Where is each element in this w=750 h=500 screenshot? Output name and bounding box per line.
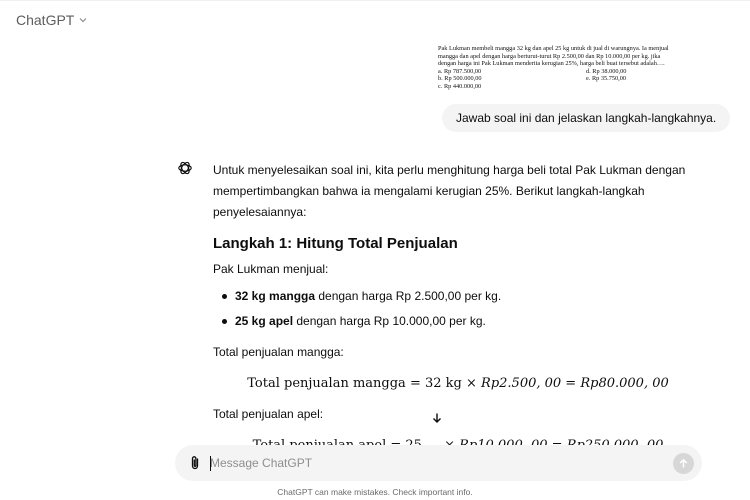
apple-total-label: Total penjualan apel: bbox=[213, 407, 324, 421]
model-selector[interactable] bbox=[16, 12, 88, 28]
chevron-down-icon bbox=[78, 15, 88, 25]
user-message-text: Jawab soal ini dan jelaskan langkah-langkahnya. bbox=[456, 111, 717, 125]
assistant-intro: Untuk menyelesaikan soal ini, kita perlu menghitung harga beli total Pak Lukman dengan mempertimbangkan bahwa ia mengalami kerugian 25%. Berikut langkah-langkah penyelesaiannya: bbox=[213, 163, 686, 219]
list-item bbox=[213, 311, 703, 332]
item-bold: 25 kg apel bbox=[235, 314, 294, 328]
send-button[interactable] bbox=[673, 453, 694, 474]
openai-logo-icon bbox=[177, 160, 193, 176]
message-input[interactable] bbox=[210, 452, 650, 474]
problem-line: dengan harga ini Pak Lukman menderita kerugian 25%, harga beli buat tersebut adalah…. bbox=[438, 60, 665, 68]
attached-problem-image[interactable] bbox=[438, 45, 703, 103]
option-a: a. Rp 787.500,00 bbox=[438, 67, 482, 75]
option-c: c. Rp 440.000,00 bbox=[438, 82, 482, 90]
item-rest: dengan harga Rp 10.000,00 per kg. bbox=[293, 314, 486, 328]
mango-formula: Total penjualan mangga = 32 kg × Rp2.500, 00 = Rp80.000, 00 bbox=[247, 376, 669, 391]
app-title: ChatGPT bbox=[16, 12, 75, 28]
problem-line: mangga dan apel dengan harga berturut-turut Rp 2.500,00 dan Rp 10.000,00 per kg. jika bbox=[438, 52, 661, 60]
option-d: d. Rp 38.000,00 bbox=[586, 67, 627, 75]
formula-lhs: Total penjualan mangga bbox=[247, 376, 406, 391]
formula-result: Rp80.000, 00 bbox=[580, 376, 669, 391]
text-cursor bbox=[210, 456, 211, 471]
formula-price: Rp2.500, 00 bbox=[481, 376, 562, 391]
step1-heading: Langkah 1: Hitung Total Penjualan bbox=[213, 235, 458, 252]
item-bold: 32 kg mangga bbox=[235, 289, 316, 303]
sells-label: Pak Lukman menjual: bbox=[213, 262, 329, 276]
footer-disclaimer: ChatGPT can make mistakes. Check important info. bbox=[277, 487, 473, 497]
option-e: e. Rp 35.750,00 bbox=[586, 75, 627, 83]
answer-options bbox=[438, 68, 703, 91]
scroll-to-bottom-button[interactable] bbox=[430, 411, 444, 425]
top-divider bbox=[0, 0, 750, 1]
arrow-down-icon bbox=[431, 412, 443, 424]
arrow-up-icon bbox=[678, 458, 689, 469]
problem-line: Pak Lukman membeli mangga 32 kg dan apel 25 kg untuk di jual di warungnya. Ia menjual bbox=[438, 45, 669, 52]
assistant-message bbox=[213, 160, 703, 466]
option-b: b. Rp 500.000,00 bbox=[438, 75, 482, 83]
formula-qty: 32 kg bbox=[424, 376, 462, 391]
paperclip-icon[interactable] bbox=[188, 455, 202, 471]
item-rest: dengan harga Rp 2.500,00 per kg. bbox=[315, 289, 502, 303]
mango-total-label: Total penjualan mangga: bbox=[213, 345, 344, 359]
option-empty bbox=[586, 83, 696, 91]
user-message-bubble bbox=[442, 104, 730, 132]
sales-list bbox=[213, 286, 703, 332]
list-item bbox=[213, 286, 703, 307]
